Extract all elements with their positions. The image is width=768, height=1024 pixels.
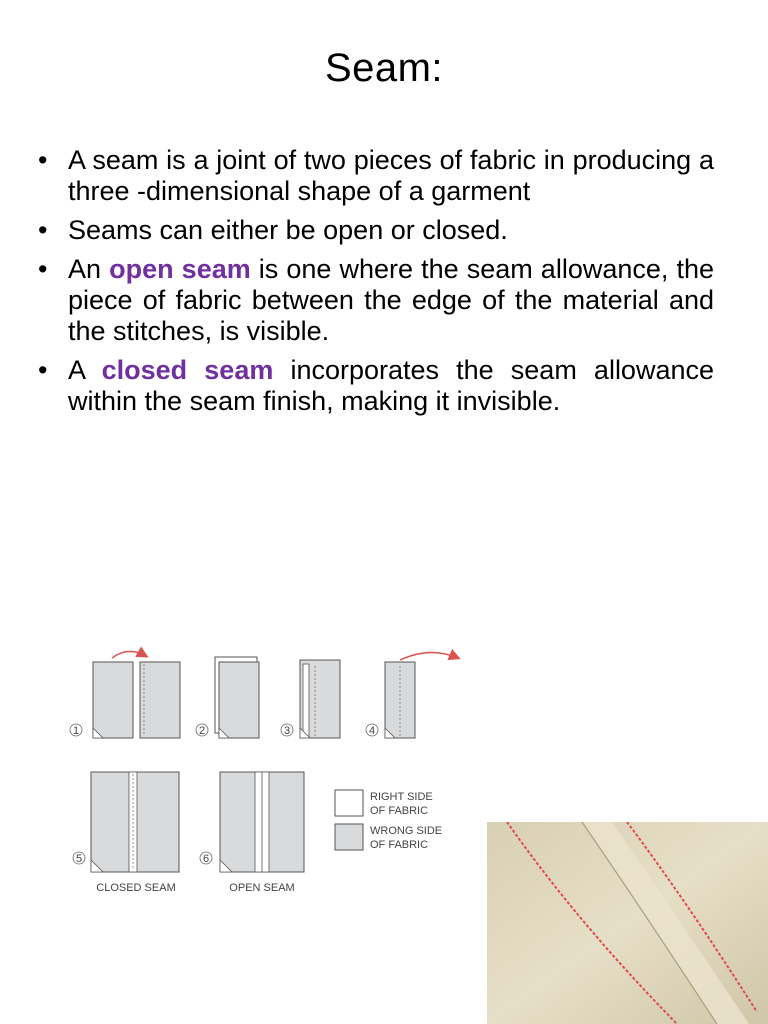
legend-right-side-line1: RIGHT SIDE [370, 791, 433, 803]
legend-wrong-side-line1: WRONG SIDE [370, 825, 443, 837]
bullet-list [38, 145, 714, 425]
bullet-text-pre: A [68, 355, 102, 385]
step-6-open-seam [220, 772, 304, 872]
bullet-item [38, 145, 714, 207]
open-seam-term: open seam [109, 254, 251, 284]
step-1-number: 1 [72, 725, 80, 737]
bullet-item [38, 355, 714, 417]
seam-photo [487, 822, 768, 1024]
bullet-text-post: incorporates the seam allowance within the seam finish, making it invisible. [68, 355, 714, 416]
step-2-panel [215, 657, 259, 738]
step-3-panel [300, 660, 340, 738]
bullet-text: A seam is a joint of two pieces of fabric in producing a three -dimensional shape of a garment [68, 145, 714, 206]
step-3-number: 3 [283, 725, 291, 737]
legend-right-side-swatch [335, 790, 363, 816]
closed-seam-caption: CLOSED SEAM [96, 882, 176, 894]
step-1-panels [93, 651, 180, 738]
bullet-text: Seams can either be open or closed. [68, 215, 508, 245]
step-4-panel [385, 652, 458, 738]
legend-right-side-line2: OF FABRIC [370, 805, 429, 817]
step-5-closed-seam [91, 772, 179, 872]
step-6-number: 6 [202, 853, 210, 865]
step-2-number: 2 [198, 725, 206, 737]
open-seam-caption: OPEN SEAM [229, 882, 295, 894]
bullet-text-post: is one where the seam allowance, the piece of fabric between the edge of the material and the stitches, is visible. [68, 254, 714, 346]
legend-wrong-side-swatch [335, 824, 363, 850]
bullet-item [38, 254, 714, 347]
legend-wrong-side-line2: OF FABRIC [370, 839, 429, 851]
closed-seam-term: closed seam [101, 355, 274, 385]
step-4-number: 4 [368, 725, 376, 737]
seam-diagram [60, 640, 470, 900]
bullet-text-pre: An [68, 254, 110, 284]
step-5-number: 5 [75, 853, 83, 865]
bullet-item [38, 215, 714, 246]
slide-title: Seam: [324, 46, 444, 90]
